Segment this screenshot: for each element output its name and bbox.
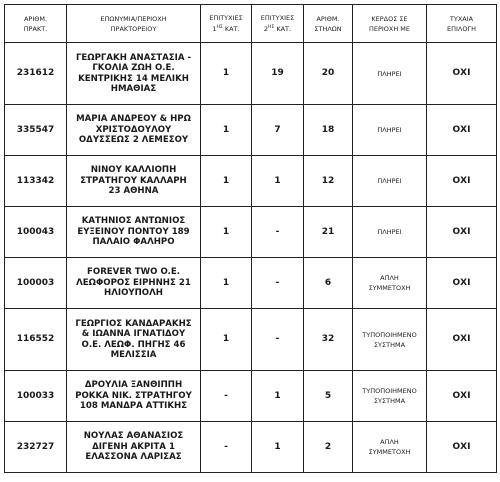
- random-cell: ΟΧΙ: [427, 43, 497, 105]
- area-line: ΠΛΗΡΕΙ: [377, 126, 402, 134]
- table-row: [5, 258, 497, 309]
- columns-cell: 6: [304, 258, 353, 309]
- header-agency-name-line1: ΕΠΩΝΥΜΙΑ/ΠΕΡΙΟΧΗ: [100, 14, 167, 23]
- area-cell: [353, 371, 427, 422]
- agency-name-line: ΓΕΩΡΓΑΚΗ ΑΝΑΣΤΑΣΙΑ -: [75, 52, 192, 63]
- area-line: ΠΛΗΡΕΙ: [377, 228, 402, 236]
- random-cell: ΟΧΙ: [427, 207, 497, 258]
- header-second-category: [252, 5, 304, 43]
- first-category-cell: 1: [201, 43, 252, 105]
- area-cell: [353, 43, 427, 105]
- header-area-line1: ΚΕΡΔΟΣ ΣΕ: [371, 14, 408, 23]
- area-cell: [353, 156, 427, 207]
- agency-name-line: ΕΛΑΣΣΟΝΑ ΛΑΡΙΣΑΣ: [85, 452, 182, 463]
- header-first-category-sup: ΗΣ: [216, 25, 223, 30]
- agency-name-line: ΛΕΩΦΟΡΟΣ ΕΙΡΗΝΗΣ 21: [76, 277, 191, 288]
- random-cell: ΟΧΙ: [427, 422, 497, 473]
- first-category-cell: 1: [201, 156, 252, 207]
- header-agency-number: [5, 5, 67, 43]
- area-cell: [353, 207, 427, 258]
- agency-name-cell: [67, 422, 201, 473]
- second-category-cell: 7: [252, 105, 304, 156]
- first-category-cell: 1: [201, 309, 252, 371]
- table-row: [5, 207, 497, 258]
- agency-name-cell: [67, 156, 201, 207]
- agency-name-line: ΠΑΛΑΙΟ ΦΑΛΗΡΟ: [92, 237, 175, 248]
- columns-cell: 2: [304, 422, 353, 473]
- header-row: [5, 5, 497, 43]
- area-line: ΠΛΗΡΕΙ: [377, 177, 402, 185]
- agency-name-cell: [67, 105, 201, 156]
- winners-table: [4, 4, 497, 473]
- header-second-category-post: ΚΑΤ.: [274, 25, 292, 33]
- agency-name-cell: [67, 207, 201, 258]
- agency-name-line: 23 ΑΘΗΝΑ: [108, 186, 159, 197]
- first-category-cell: -: [201, 422, 252, 473]
- agency-number-cell: 100033: [5, 371, 67, 422]
- table-row: [5, 371, 497, 422]
- table-row: [5, 105, 497, 156]
- columns-cell: 12: [304, 156, 353, 207]
- agency-name-line: ΗΛΙΟΥΠΟΛΗ: [104, 288, 163, 299]
- agency-name-line: & ΙΩΑΝΝΑ ΙΓΝΑΤΙΔΟΥ: [81, 329, 186, 339]
- header-first-category: [201, 5, 252, 43]
- agency-name-line: ΜΕΛΙΣΣΙΑ: [110, 350, 157, 360]
- area-cell: [353, 105, 427, 156]
- header-agency-name: [67, 5, 201, 43]
- area-line: ΠΛΗΡΕΙ: [377, 69, 402, 78]
- agency-name-line: ΔΙΓΕΝΗ ΑΚΡΙΤΑ 1: [92, 441, 175, 452]
- random-cell: ΟΧΙ: [427, 156, 497, 207]
- agency-name-line: Ο.Ε. ΛΕΩΦ. ΠΗΓΗΣ 46: [81, 339, 186, 350]
- agency-name-cell: [67, 309, 201, 371]
- header-second-category-sup: ΗΣ: [268, 25, 275, 30]
- header-columns: [304, 5, 353, 43]
- agency-number-cell: 335547: [5, 105, 67, 156]
- agency-name-line: ΣΤΡΑΤΗΓΟΥ ΚΑΛΛΑΡΗ: [80, 175, 187, 186]
- header-agency-name-line2: ΠΡΑΚΤΟΡΕΙΟΥ: [110, 24, 157, 33]
- agency-name-line: ΡΟΚΚΑ ΝΙΚ. ΣΤΡΑΤΗΓΟΥ: [75, 390, 192, 401]
- columns-cell: 20: [304, 43, 353, 105]
- area-line: ΣΥΣΤΗΜΑ: [373, 397, 406, 405]
- agency-name-line: ΟΔΥΣΣΕΩΣ 2 ΛΕΜΕΣΟΥ: [78, 135, 189, 146]
- random-cell: ΟΧΙ: [427, 105, 497, 156]
- agency-name-line: ΓΕΩΡΓΙΟΣ ΚΑΝΔΑΡΑΚΗΣ: [75, 318, 192, 329]
- area-line: ΤΥΠΟΠΟΙΗΜΕΝΟ: [362, 330, 417, 339]
- header-area: [353, 5, 427, 43]
- table-row: [5, 156, 497, 207]
- header-random: [427, 5, 497, 43]
- agency-name-line: ΧΡΙΣΤΟΔΟΥΛΟΥ: [95, 124, 172, 135]
- first-category-cell: 1: [201, 105, 252, 156]
- agency-name-line: ΜΑΡΙΑ ΑΝΔΡΕΟΥ & ΗΡΩ: [76, 114, 191, 125]
- first-category-cell: -: [201, 371, 252, 422]
- agency-number-cell: 100003: [5, 258, 67, 309]
- agency-name-line: ΕΥΞΕΙΝΟΥ ΠΟΝΤΟΥ 189: [77, 226, 190, 237]
- area-line: ΤΥΠΟΠΟΙΗΜΕΝΟ: [362, 387, 417, 395]
- header-random-line1: ΤΥΧΑΙΑ: [449, 14, 474, 23]
- agency-name-line: ΚΑΤΗΝΙΟΣ ΑΝΤΩΝΙΟΣ: [81, 216, 186, 227]
- header-area-line2: ΠΕΡΙΟΧΗ ΜΕ: [368, 24, 411, 33]
- header-columns-line1: ΑΡΙΘΜ.: [316, 14, 340, 23]
- second-category-cell: -: [252, 309, 304, 371]
- area-cell: [353, 258, 427, 309]
- header-agency-number-line1: ΑΡΙΘΜ.: [23, 14, 48, 23]
- agency-number-cell: 113342: [5, 156, 67, 207]
- area-cell: [353, 309, 427, 371]
- second-category-cell: -: [252, 207, 304, 258]
- columns-cell: 18: [304, 105, 353, 156]
- agency-name-cell: [67, 258, 201, 309]
- random-cell: ΟΧΙ: [427, 258, 497, 309]
- agency-number-cell: 100043: [5, 207, 67, 258]
- header-columns-line2: ΣΤΗΛΩΝ: [314, 24, 342, 33]
- area-cell: [353, 422, 427, 473]
- second-category-cell: 1: [252, 422, 304, 473]
- table-row: [5, 43, 497, 105]
- table-row: [5, 309, 497, 371]
- first-category-cell: 1: [201, 207, 252, 258]
- columns-cell: 5: [304, 371, 353, 422]
- columns-cell: 32: [304, 309, 353, 371]
- second-category-cell: 19: [252, 43, 304, 105]
- area-line: ΑΠΛΗ: [380, 274, 399, 282]
- header-agency-number-line2: ΠΡΑΚΤ.: [23, 24, 48, 33]
- area-line: ΣΥΜΜΕΤΟΧΗ: [368, 448, 411, 456]
- area-line: ΑΠΛΗ: [380, 438, 399, 446]
- header-first-category-num: 1: [212, 25, 217, 33]
- columns-cell: 21: [304, 207, 353, 258]
- agency-name-cell: [67, 43, 201, 105]
- agency-number-cell: 116552: [5, 309, 67, 371]
- header-second-category-line1: ΕΠΙΤΥΧΙΕΣ: [260, 14, 295, 22]
- table-row: [5, 422, 497, 473]
- agency-name-line: ΝΙΝΟΥ ΚΑΛΛΙΟΠΗ: [90, 165, 177, 176]
- second-category-cell: 1: [252, 156, 304, 207]
- agency-name-line: ΗΜΑΘΙΑΣ: [110, 84, 157, 94]
- agency-name-line: 108 ΜΑΝΔΡΑ ΑΤΤΙΚΗΣ: [79, 401, 188, 412]
- header-first-category-line1: ΕΠΙΤΥΧΙΕΣ: [209, 14, 243, 22]
- header-random-line2: ΕΠΙΛΟΓΗ: [447, 24, 476, 33]
- header-second-category-num: 2: [263, 25, 269, 33]
- second-category-cell: -: [252, 258, 304, 309]
- area-line: ΣΥΜΜΕΤΟΧΗ: [368, 284, 411, 292]
- random-cell: ΟΧΙ: [427, 309, 497, 371]
- agency-name-cell: [67, 371, 201, 422]
- agency-name-line: ΓΚΟΛΙΑ ΖΩΗ Ο.Ε.: [92, 63, 175, 73]
- area-line: ΣΥΣΤΗΜΑ: [373, 340, 406, 349]
- second-category-cell: 1: [252, 371, 304, 422]
- random-cell: ΟΧΙ: [427, 371, 497, 422]
- first-category-cell: 1: [201, 258, 252, 309]
- header-first-category-post: ΚΑΤ.: [222, 25, 240, 33]
- agency-name-line: ΔΡΟΥΛΙΑ ΞΑΝΘΙΠΠΗ: [84, 380, 183, 391]
- agency-name-line: ΝΟΥΛΑΣ ΑΘΑΝΑΣΙΟΣ: [83, 431, 184, 442]
- agency-name-line: FOREVER TWO O.E.: [87, 267, 180, 278]
- agency-number-cell: 232727: [5, 422, 67, 473]
- agency-name-line: ΚΕΝΤΡΙΚΗΣ 14 ΜΕΛΙΚΗ: [78, 73, 189, 84]
- agency-number-cell: 231612: [5, 43, 67, 105]
